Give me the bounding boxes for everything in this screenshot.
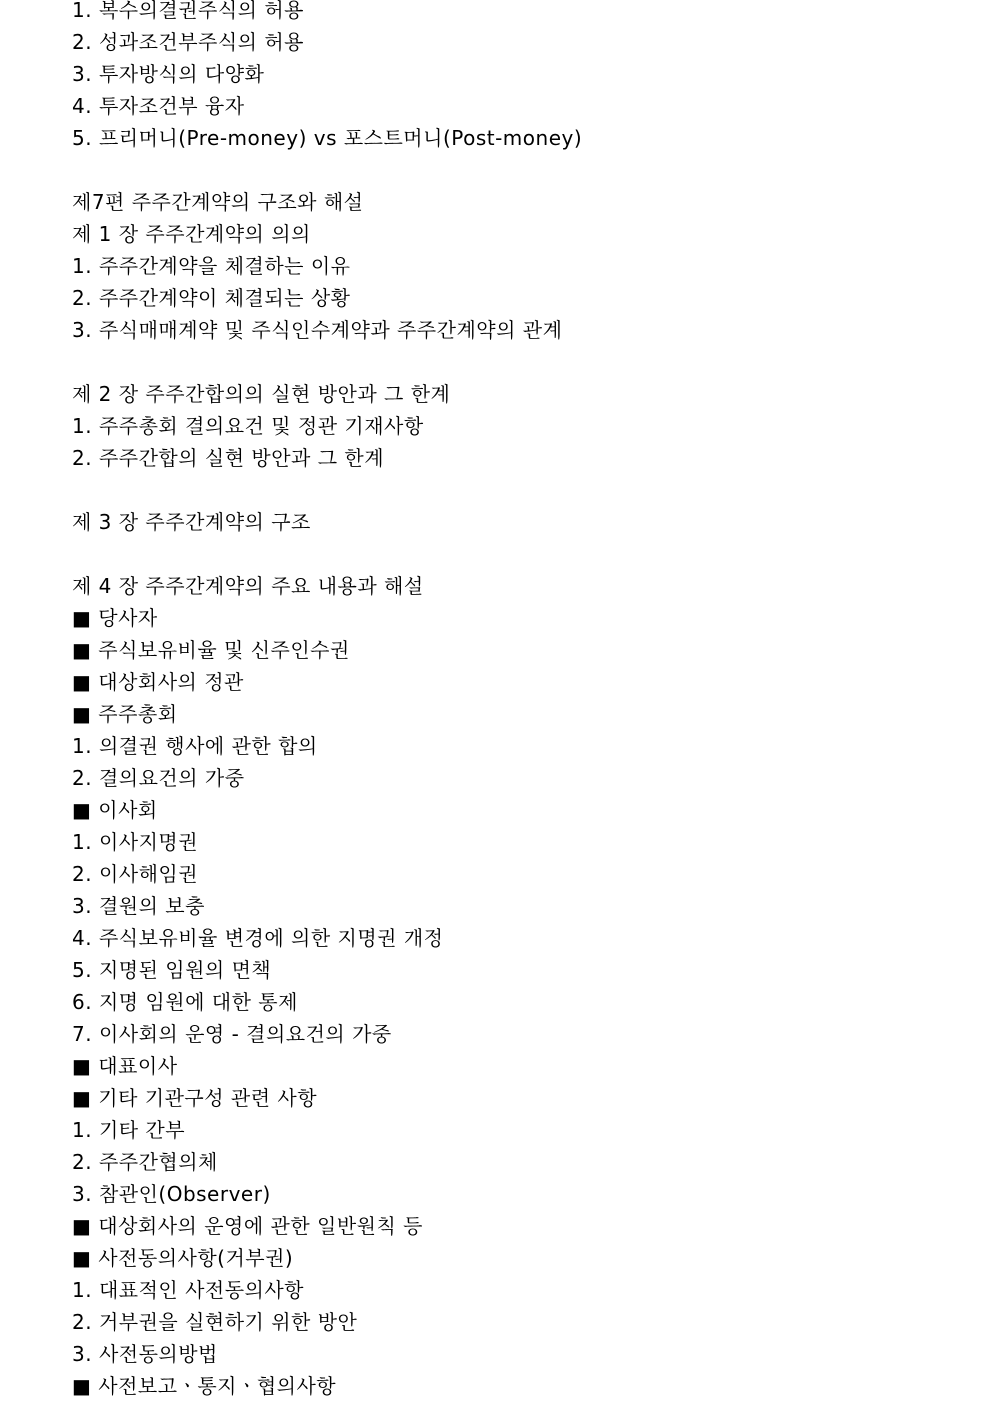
toc-item: 5. 지명된 임원의 면책 <box>72 958 272 982</box>
toc-item: 2. 결의요건의 가중 <box>72 766 245 790</box>
toc-item: 3. 결원의 보충 <box>72 894 205 918</box>
toc-item: 3. 참관인(Observer) <box>72 1182 271 1206</box>
toc-item: 6. 지명 임원에 대한 통제 <box>72 990 298 1014</box>
table-of-contents <box>72 0 972 1402</box>
toc-spacer <box>72 538 972 570</box>
toc-chapter-heading: 제 4 장 주주간계약의 주요 내용과 해설 <box>72 574 424 598</box>
toc-spacer <box>72 346 972 378</box>
toc-item: 2. 주주간합의 실현 방안과 그 한계 <box>72 446 385 470</box>
toc-item: 4. 투자조건부 융자 <box>72 94 245 118</box>
toc-section: ■ 기타 기관구성 관련 사항 <box>72 1086 318 1110</box>
toc-item: 2. 이사해임권 <box>72 862 199 886</box>
toc-item: 2. 거부권을 실현하기 위한 방안 <box>72 1310 358 1334</box>
toc-item: 3. 투자방식의 다양화 <box>72 62 265 86</box>
toc-section: ■ 대표이사 <box>72 1054 178 1078</box>
toc-item: 1. 복수의결권주식의 허용 <box>72 0 304 22</box>
toc-item: 3. 주식매매계약 및 주식인수계약과 주주간계약의 관계 <box>72 318 563 342</box>
toc-item: 1. 대표적인 사전동의사항 <box>72 1278 304 1302</box>
toc-section: ■ 주식보유비율 및 신주인수권 <box>72 638 350 662</box>
toc-item: 2. 성과조건부주식의 허용 <box>72 30 304 54</box>
toc-item: 1. 주주총회 결의요건 및 정관 기재사항 <box>72 414 424 438</box>
toc-spacer <box>72 154 972 186</box>
toc-item: 1. 주주간계약을 체결하는 이유 <box>72 254 351 278</box>
toc-item: 4. 주식보유비율 변경에 의한 지명권 개정 <box>72 926 444 950</box>
toc-part-heading: 제7편 주주간계약의 구조와 해설 <box>72 190 364 214</box>
toc-chapter-heading: 제 2 장 주주간합의의 실현 방안과 그 한계 <box>72 382 451 406</box>
toc-item: 2. 주주간협의체 <box>72 1150 218 1174</box>
toc-item: 5. 프리머니(Pre-money) vs 포스트머니(Post-money) <box>72 126 583 150</box>
toc-item: 1. 의결권 행사에 관한 합의 <box>72 734 318 758</box>
toc-section: ■ 사전보고ㆍ통지ㆍ협의사항 <box>72 1374 337 1398</box>
toc-item: 1. 이사지명권 <box>72 830 199 854</box>
toc-section: ■ 주주총회 <box>72 702 178 726</box>
toc-item: 1. 기타 간부 <box>72 1118 186 1142</box>
toc-chapter-heading: 제 3 장 주주간계약의 구조 <box>72 510 311 534</box>
toc-section: ■ 사전동의사항(거부권) <box>72 1246 294 1270</box>
toc-item: 3. 사전동의방법 <box>72 1342 218 1366</box>
toc-section: ■ 대상회사의 정관 <box>72 670 244 694</box>
toc-section: ■ 당사자 <box>72 606 158 630</box>
toc-section: ■ 이사회 <box>72 798 158 822</box>
toc-chapter-heading: 제 1 장 주주간계약의 의의 <box>72 222 311 246</box>
toc-item: 2. 주주간계약이 체결되는 상황 <box>72 286 351 310</box>
toc-section: ■ 대상회사의 운영에 관한 일반원칙 등 <box>72 1214 423 1238</box>
toc-spacer <box>72 474 972 506</box>
toc-item: 7. 이사회의 운영 - 결의요건의 가중 <box>72 1022 392 1046</box>
